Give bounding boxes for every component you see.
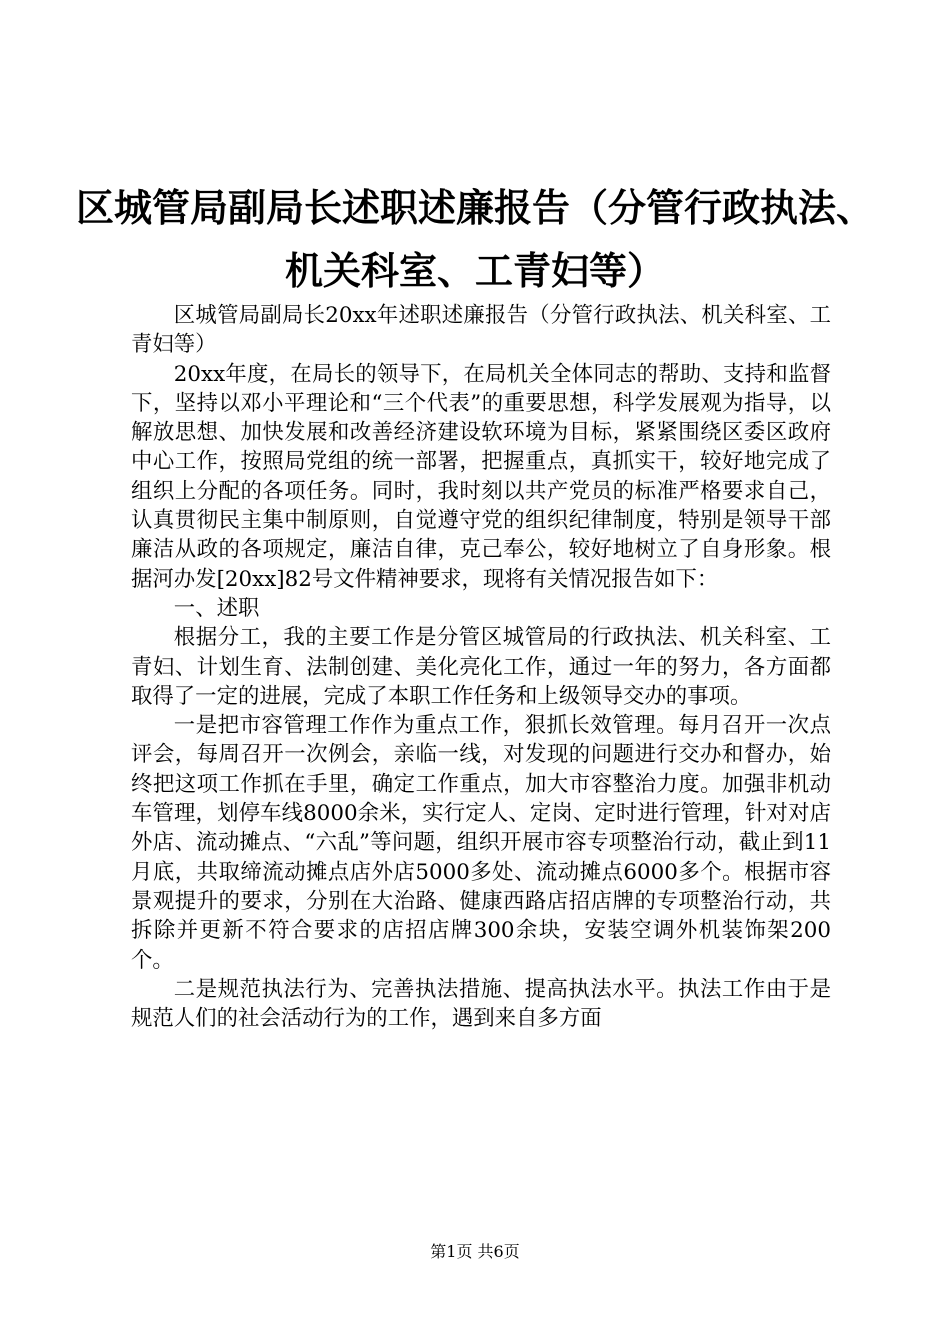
paragraph-heading-repeat: 区城管局副局长20xx年述职述廉报告（分管行政执法、机关科室、工青妇等）: [131, 303, 831, 358]
paragraph-intro: 20xx年度，在局长的领导下，在局机关全体同志的帮助、支持和监督下，坚持以邓小平理论和“三个代表”的重要思想，科学发展观为指导，以解放思想、加快发展和改善经济建设软环境为目标，紧紧围绕区委区政府中心工作，按照局党组的统一部署，把握重点，真抓实干，较好地完成了组织上分配的各项任务。同时，我时刻以共产党员的标准严格要求自己，认真贯彻民主集中制原则，自觉遵守党的组织纪律制度，特别是领导干部廉洁从政的各项规定，廉洁自律，克己奉公，较好地树立了自身形象。根据河办发[20xx]82号文件精神要求，现将有关情况报告如下：: [131, 361, 831, 592]
section-heading-shuzhi: 一、述职: [173, 595, 260, 621]
document-title-line-1: 区城管局副局长述职述廉报告（分管行政执法、: [75, 186, 874, 230]
document-body: [131, 301, 831, 1033]
document-title-line-2: 机关科室、工青妇等）: [284, 249, 665, 293]
paragraph-division-of-work: 根据分工，我的主要工作是分管区城管局的行政执法、机关科室、工青妇、计划生育、法制创建、美化亮化工作，通过一年的努力，各方面都取得了一定的进展，完成了本职工作任务和上级领导交办的事项。: [131, 625, 831, 709]
page-number-footer: 第1页 共6页: [430, 1242, 520, 1261]
paragraph-point-two: 二是规范执法行为、完善执法措施、提高执法水平。执法工作由于是规范人们的社会活动行为的工作，遇到来自多方面: [131, 976, 831, 1032]
paragraph-point-one: 一是把市容管理工作作为重点工作，狠抓长效管理。每月召开一次点评会，每周召开一次例会，亲临一线，对发现的问题进行交办和督办，始终把这项工作抓在手里，确定工作重点，加大市容整治力度。加强非机动车管理，划停车线8000余米，实行定人、定岗、定时进行管理，针对对店外店、流动摊点、“六乱”等问题，组织开展市容专项整治行动，截止到11月底，共取缔流动摊点店外店5000多处、流动摊点6000多个。根据市容景观提升的要求，分别在大治路、健康西路店招店牌的专项整治行动，共拆除并更新不符合要求的店招店牌300余块，安装空调外机装饰架200个。: [131, 713, 831, 973]
